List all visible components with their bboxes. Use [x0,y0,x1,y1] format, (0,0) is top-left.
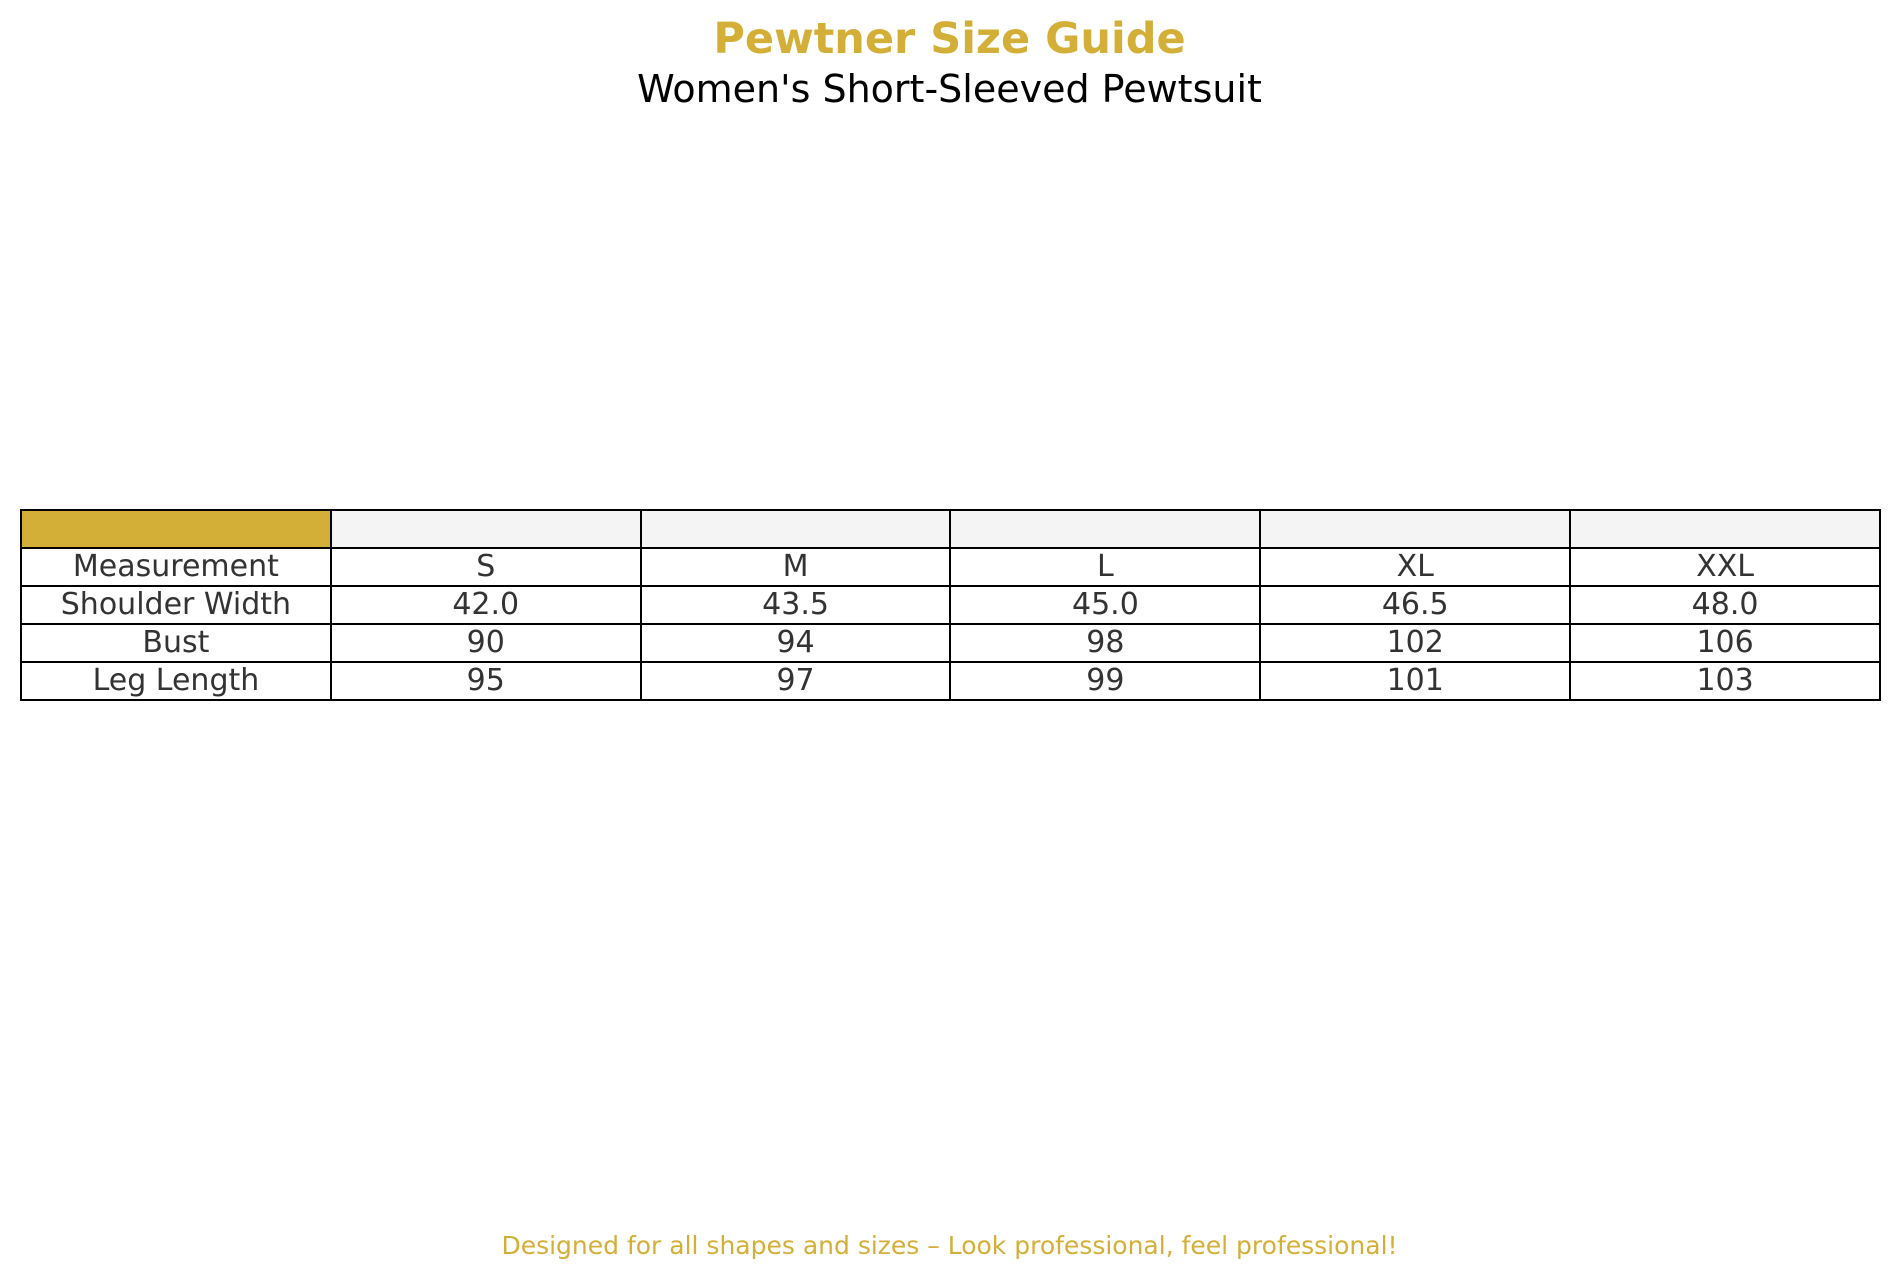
column-header: Measurement [21,548,331,586]
band-cell-accent [21,510,331,548]
table-cell: 48.0 [1570,586,1880,624]
band-cell [950,510,1260,548]
table-cell: 90 [331,624,641,662]
row-label: Shoulder Width [21,586,331,624]
row-label: Bust [21,624,331,662]
band-cell [1570,510,1880,548]
table-cell: 98 [950,624,1260,662]
table-cell: 46.5 [1260,586,1570,624]
page-subtitle: Women's Short-Sleeved Pewtsuit [637,67,1262,111]
band-cell [641,510,951,548]
header-color-band [21,510,1880,548]
table-cell: 99 [950,662,1260,700]
page-title: Pewtner Size Guide [713,14,1186,64]
row-label: Leg Length [21,662,331,700]
table-cell: 95 [331,662,641,700]
table-cell: 106 [1570,624,1880,662]
column-header: S [331,548,641,586]
footer-tagline: Designed for all shapes and sizes – Look professional, feel professional! [501,1231,1398,1260]
table-row [21,624,1880,662]
band-cell [331,510,641,548]
table-cell: 102 [1260,624,1570,662]
table-cell: 45.0 [950,586,1260,624]
table-cell: 42.0 [331,586,641,624]
table-row [21,662,1880,700]
column-header: L [950,548,1260,586]
column-header: XXL [1570,548,1880,586]
band-cell [1260,510,1570,548]
table-cell: 97 [641,662,951,700]
table-cell: 103 [1570,662,1880,700]
column-header: XL [1260,548,1570,586]
size-table [20,509,1881,701]
table-cell: 101 [1260,662,1570,700]
column-header: M [641,548,951,586]
table-row [21,586,1880,624]
table-cell: 94 [641,624,951,662]
table-cell: 43.5 [641,586,951,624]
column-header-row [21,548,1880,586]
